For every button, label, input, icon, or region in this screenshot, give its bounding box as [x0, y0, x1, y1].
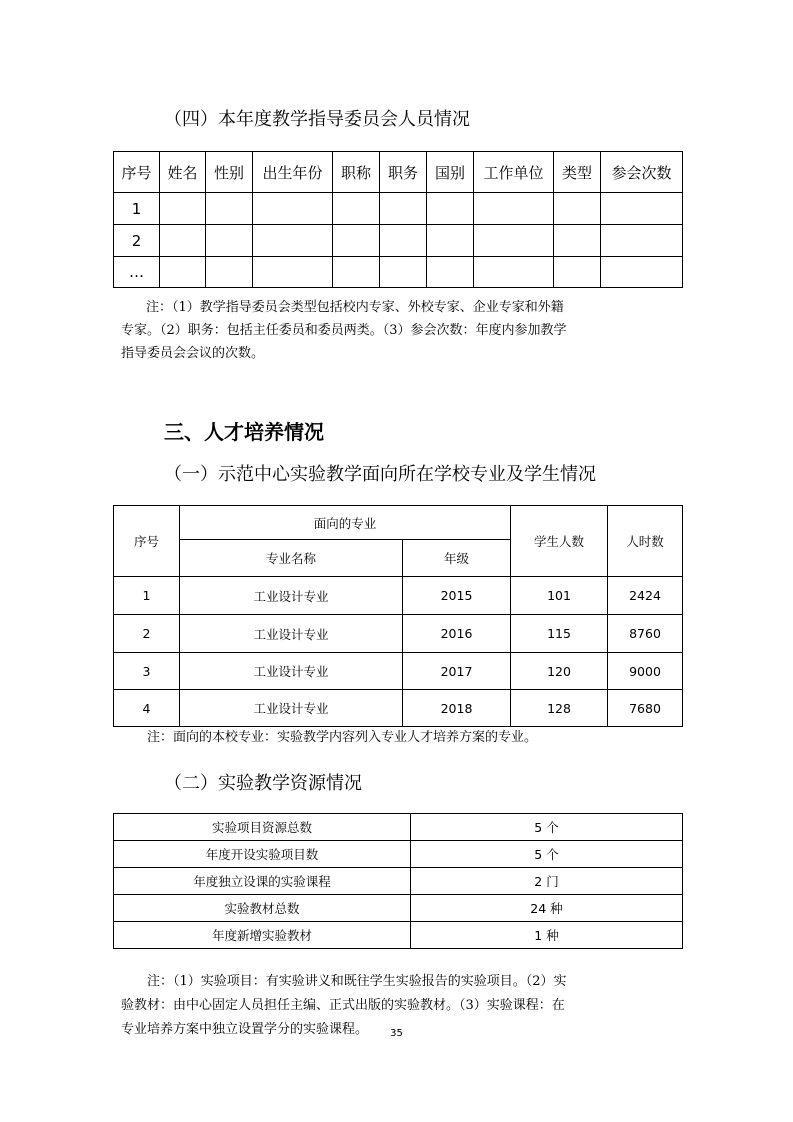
table-cell	[474, 225, 554, 257]
resources-table	[113, 813, 683, 949]
table-row	[114, 193, 683, 225]
table-cell: 9000	[608, 653, 683, 690]
table-cell	[601, 257, 683, 288]
col-header-birth-year: 出生年份	[253, 152, 333, 193]
table-row	[114, 922, 683, 949]
col-header-type: 类型	[554, 152, 601, 193]
col-header-position: 职务	[380, 152, 427, 193]
table-cell: 4	[114, 690, 180, 727]
table-cell	[333, 193, 380, 225]
table-cell: 2424	[608, 577, 683, 615]
table-cell	[160, 193, 206, 225]
table-cell	[333, 225, 380, 257]
table-cell: 1	[114, 193, 160, 225]
resource-value: 5 个	[411, 814, 683, 841]
table-row	[114, 615, 683, 653]
table-cell: 2016	[403, 615, 511, 653]
table-cell: 101	[511, 577, 608, 615]
table-row	[114, 814, 683, 841]
table-cell	[427, 225, 474, 257]
table-cell	[427, 257, 474, 288]
table-cell: …	[114, 257, 160, 288]
table-cell: 2015	[403, 577, 511, 615]
section-4-title: （四）本年度教学指导委员会人员情况	[164, 109, 470, 130]
table-cell	[206, 257, 253, 288]
section-3-2-note-line-3: 专业培养方案中独立设置学分的实验课程。	[121, 1022, 369, 1037]
majors-students-table	[113, 505, 683, 727]
col-header-gender: 性别	[206, 152, 253, 193]
section-4-note-line-2: 专家。（2）职务：包括主任委员和委员两类。（3）参会次数：年度内参加教学	[121, 323, 567, 338]
table-cell: 120	[511, 653, 608, 690]
col-header-major-group: 面向的专业	[180, 506, 511, 540]
page-number: 35	[390, 1028, 403, 1039]
table-cell	[253, 225, 333, 257]
table-cell	[380, 193, 427, 225]
majors-header-row-1	[114, 506, 683, 540]
table-cell: 2	[114, 615, 180, 653]
table-row	[114, 895, 683, 922]
table-row	[114, 868, 683, 895]
table-cell	[333, 257, 380, 288]
resource-value: 24 种	[411, 895, 683, 922]
table-cell: 7680	[608, 690, 683, 727]
table-cell	[474, 257, 554, 288]
section-3-2-title: （二）实验教学资源情况	[164, 773, 362, 794]
resource-label: 年度开设实验项目数	[114, 841, 411, 868]
table-cell: 8760	[608, 615, 683, 653]
section-4-note-line-1: 注：（1）教学指导委员会类型包括校内专家、外校专家、企业专家和外籍	[146, 300, 564, 315]
table-cell	[601, 225, 683, 257]
table-cell	[601, 193, 683, 225]
table-cell: 2018	[403, 690, 511, 727]
table-cell: 工业设计专业	[180, 690, 403, 727]
col-header-grade: 年级	[403, 540, 511, 577]
table-cell: 1	[114, 577, 180, 615]
table-cell: 2017	[403, 653, 511, 690]
table-cell	[206, 193, 253, 225]
table-cell	[160, 257, 206, 288]
col-header-seq: 序号	[114, 506, 180, 577]
resource-value: 5 个	[411, 841, 683, 868]
table-cell	[380, 225, 427, 257]
col-header-seq: 序号	[114, 152, 160, 193]
table-cell: 128	[511, 690, 608, 727]
table-cell	[427, 193, 474, 225]
committee-table	[113, 151, 683, 288]
table-cell	[380, 257, 427, 288]
section-4-note-line-3: 指导委员会会议的次数。	[121, 346, 265, 361]
table-cell: 2	[114, 225, 160, 257]
resource-label: 实验项目资源总数	[114, 814, 411, 841]
resource-value: 1 种	[411, 922, 683, 949]
section-3-1-title: （一）示范中心实验教学面向所在学校专业及学生情况	[164, 464, 596, 485]
resource-label: 年度新增实验教材	[114, 922, 411, 949]
table-row	[114, 690, 683, 727]
chapter-3-title: 三、人才培养情况	[164, 420, 324, 444]
table-row	[114, 257, 683, 288]
committee-header-row	[114, 152, 683, 193]
table-row	[114, 841, 683, 868]
section-3-2-note-line-1: 注：（1）实验项目：有实验讲义和既往学生实验报告的实验项目。（2）实	[147, 974, 567, 989]
table-cell	[206, 225, 253, 257]
resource-value: 2 门	[411, 868, 683, 895]
table-cell	[554, 225, 601, 257]
section-3-2-note-line-2: 验教材：由中心固定人员担任主编、正式出版的实验教材。（3）实验课程：在	[121, 998, 565, 1013]
col-header-hours: 人时数	[608, 506, 683, 577]
table-cell	[474, 193, 554, 225]
col-header-major-name: 专业名称	[180, 540, 403, 577]
col-header-name: 姓名	[160, 152, 206, 193]
col-header-title: 职称	[333, 152, 380, 193]
table-row	[114, 653, 683, 690]
table-row	[114, 225, 683, 257]
table-row	[114, 577, 683, 615]
table-cell	[253, 193, 333, 225]
section-3-1-note: 注：面向的本校专业：实验教学内容列入专业人才培养方案的专业。	[147, 730, 538, 745]
table-cell	[554, 193, 601, 225]
table-cell	[554, 257, 601, 288]
table-cell: 3	[114, 653, 180, 690]
table-cell: 工业设计专业	[180, 653, 403, 690]
table-cell: 工业设计专业	[180, 615, 403, 653]
col-header-work-unit: 工作单位	[474, 152, 554, 193]
table-cell: 115	[511, 615, 608, 653]
col-header-attendance: 参会次数	[601, 152, 683, 193]
col-header-students: 学生人数	[511, 506, 608, 577]
col-header-country: 国别	[427, 152, 474, 193]
table-cell	[253, 257, 333, 288]
resource-label: 年度独立设课的实验课程	[114, 868, 411, 895]
table-cell	[160, 225, 206, 257]
resource-label: 实验教材总数	[114, 895, 411, 922]
table-cell: 工业设计专业	[180, 577, 403, 615]
